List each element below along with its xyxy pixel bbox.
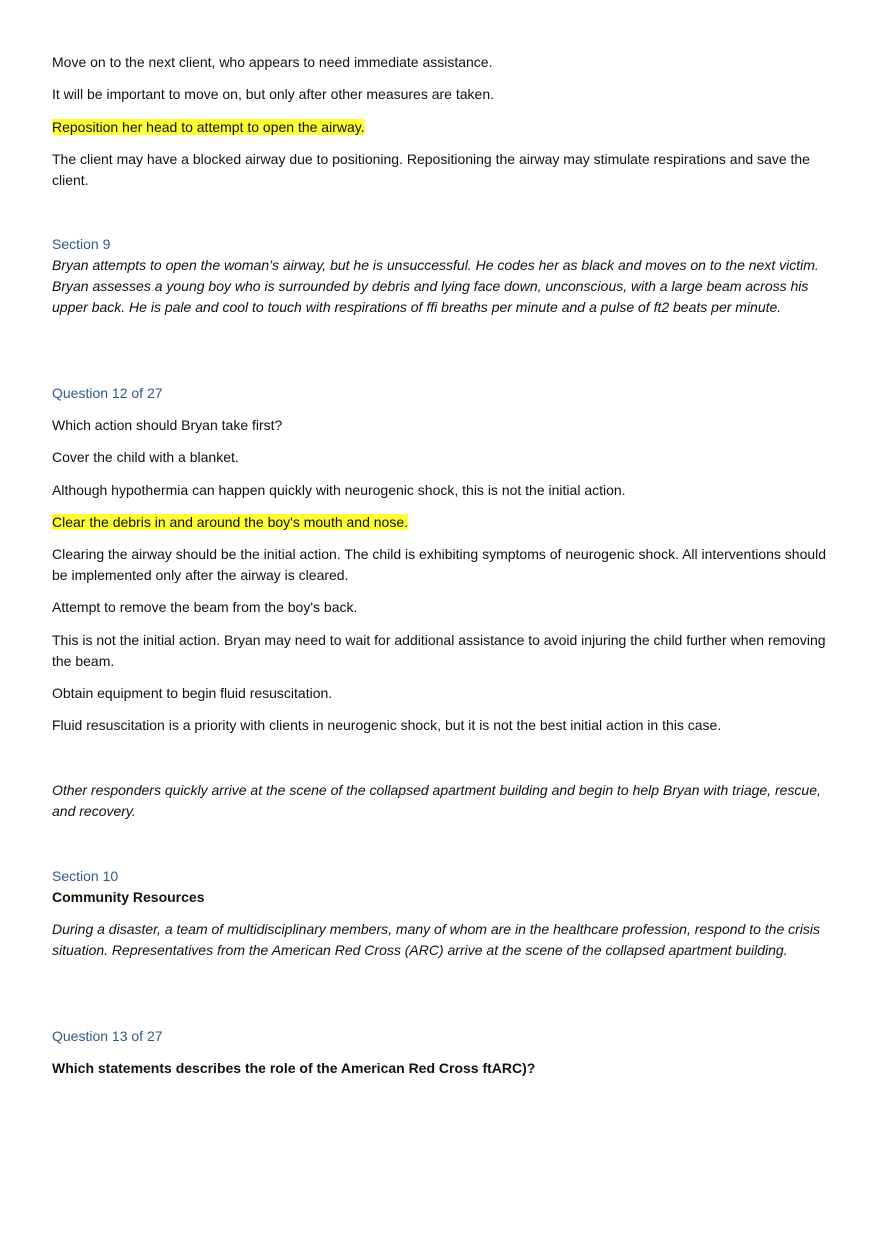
rationale-blanket: Although hypothermia can happen quickly with neurogenic shock, this is not the initial action.	[52, 482, 626, 498]
section-10-subtitle: Community Resources	[52, 889, 205, 905]
answer-option-blanket: Cover the child with a blanket.	[52, 449, 239, 465]
answer-option-remove-beam: Attempt to remove the beam from the boy's back.	[52, 599, 358, 615]
rationale-reposition: The client may have a blocked airway due to positioning. Repositioning the airway may stimulate respirations and save the client.	[52, 151, 810, 188]
responders-arrive-text: Other responders quickly arrive at the scene of the collapsed apartment building and begin to help Bryan with triage, rescue, and recovery.	[52, 782, 821, 819]
highlighted-answer-text: Reposition her head to attempt to open the airway.	[52, 119, 365, 135]
question-12-heading: Question 12 of 27	[52, 385, 163, 401]
rationale-move-on: It will be important to move on, but only after other measures are taken.	[52, 86, 494, 102]
section-9-heading: Section 9	[52, 236, 111, 252]
section-9-scenario: Bryan attempts to open the woman’s airway, but he is unsuccessful. He codes her as black and moves on to the next victim. Bryan assesses a young boy who is surrounded by debris and lying face down, unconscious, with a large beam across his upper back. He is pale and cool to touch with respirations of ffi breaths per minute and a pulse of ft2 beats per minute.	[52, 257, 819, 315]
rationale-clear-debris: Clearing the airway should be the initial action. The child is exhibiting symptoms of neurogenic shock. All interventions should be implemented only after the airway is cleared.	[52, 546, 827, 583]
correct-answer-clear-debris	[52, 512, 408, 533]
section-10-heading: Section 10	[52, 868, 119, 884]
highlighted-answer-text: Clear the debris in and around the boy's mouth and nose.	[52, 514, 409, 530]
rationale-fluid: Fluid resuscitation is a priority with clients in neurogenic shock, but it is not the best initial action in this case.	[52, 717, 722, 733]
question-13-prompt: Which statements describes the role of the American Red Cross ftARC)?	[52, 1060, 536, 1076]
section-10-scenario: During a disaster, a team of multidisciplinary members, many of whom are in the healthcare profession, respond to the crisis situation. Representatives from the American Red Cross (ARC) arrive at the scene of the collapsed apartment building.	[52, 921, 821, 958]
rationale-remove-beam: This is not the initial action. Bryan may need to wait for additional assistance to avoid injuring the child further when removing the beam.	[52, 632, 826, 669]
answer-option-move-on: Move on to the next client, who appears to need immediate assistance.	[52, 54, 493, 70]
question-13-heading: Question 13 of 27	[52, 1028, 163, 1044]
question-12-prompt: Which action should Bryan take first?	[52, 417, 283, 433]
correct-answer-reposition	[52, 117, 365, 138]
answer-option-fluid: Obtain equipment to begin fluid resuscitation.	[52, 685, 333, 701]
